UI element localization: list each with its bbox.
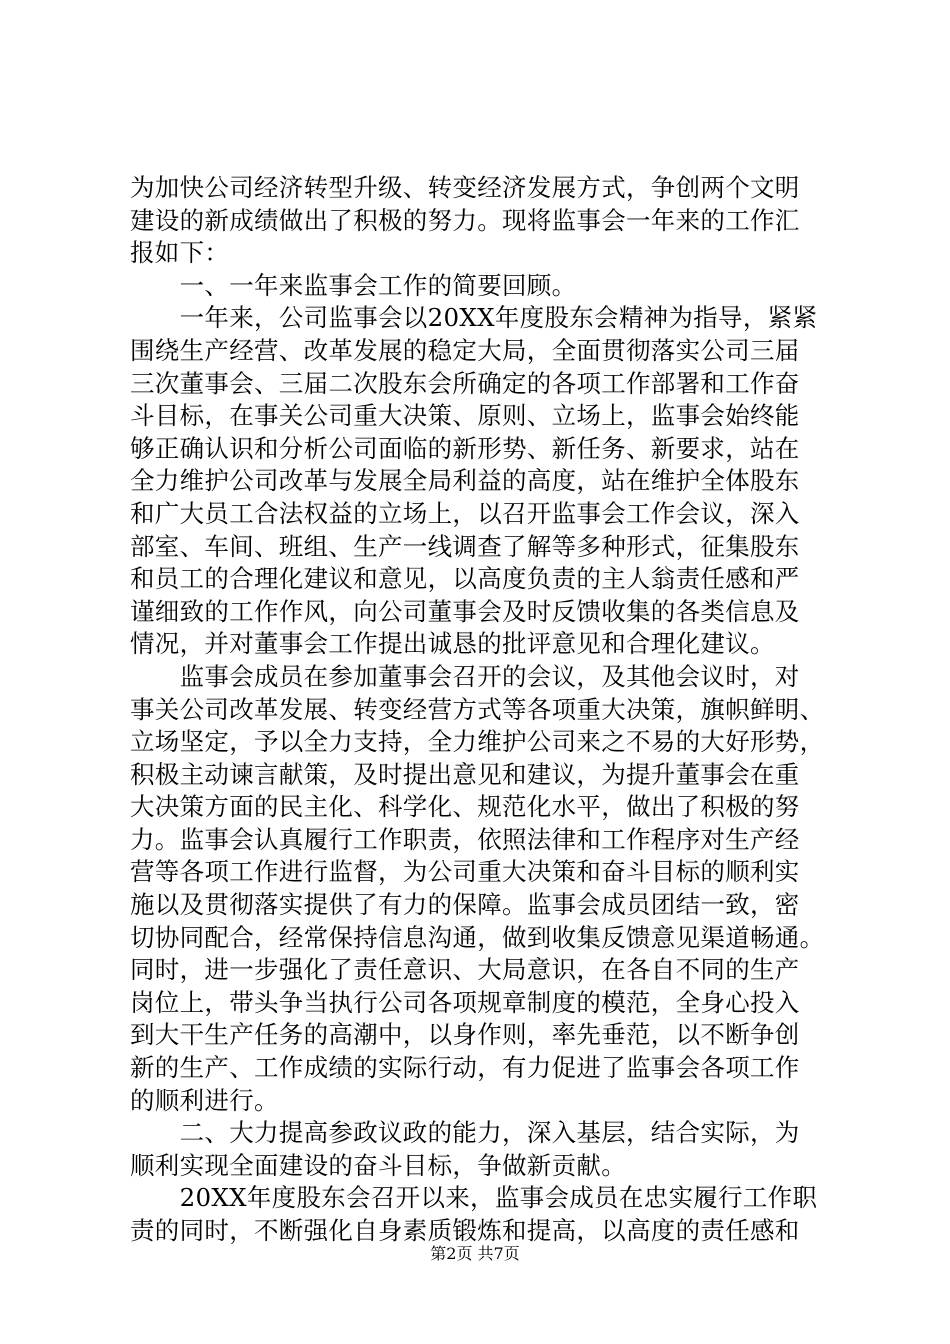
text-line: 谨细致的工作作风，向公司董事会及时反馈收集的各类信息及: [130, 596, 800, 626]
text-line: 的顺利进行。: [130, 1085, 279, 1115]
text-line: 一、一年来监事会工作的简要回顾。: [130, 270, 577, 300]
text-line: 立场坚定，予以全力支持，全力维护公司来之不易的大好形势，: [130, 727, 825, 757]
text-line: 20XX年度股东会召开以来，监事会成员在忠实履行工作职: [130, 1183, 818, 1213]
text-line: 和广大员工合法权益的立场上，以召开监事会工作会议，深入: [130, 498, 800, 528]
text-line: 斗目标，在事关公司重大决策、原则、立场上，监事会始终能: [130, 401, 800, 431]
text-line: 责的同时，不断强化自身素质锻炼和提高，以高度的责任感和: [130, 1216, 800, 1245]
text-line: 切协同配合，经常保持信息沟通，做到收集反馈意见渠道畅通。: [130, 922, 825, 952]
text-line: 够正确认识和分析公司面临的新形势、新任务、新要求，站在: [130, 433, 800, 463]
text-line: 岗位上，带头争当执行公司各项规章制度的模范，全身心投入: [130, 987, 800, 1017]
text-line: 到大干生产任务的高潮中，以身作则，率先垂范，以不断争创: [130, 1020, 800, 1050]
text-line: 部室、车间、班组、生产一线调查了解等多种形式，征集股东: [130, 531, 800, 561]
text-line: 顺利实现全面建设的奋斗目标，争做新贡献。: [130, 1150, 626, 1180]
text-line: 报如下：: [130, 238, 230, 268]
text-line: 围绕生产经营、改革发展的稳定大局，全面贯彻落实公司三届: [130, 335, 800, 365]
text-line: 新的生产、工作成绩的实际行动，有力促进了监事会各项工作: [130, 1053, 800, 1083]
text-line: 一年来，公司监事会以20XX年度股东会精神为指导，紧紧: [130, 303, 818, 333]
text-line: 情况，并对董事会工作提出诚恳的批评意见和合理化建议。: [130, 629, 775, 659]
text-line: 施以及贯彻落实提供了有力的保障。监事会成员团结一致，密: [130, 890, 800, 920]
page-number-footer: 第2页 共7页: [430, 1244, 520, 1263]
text-line: 力。监事会认真履行工作职责，依照法律和工作程序对生产经: [130, 824, 800, 854]
text-line: 事关公司改革发展、转变经营方式等各项重大决策，旗帜鲜明、: [130, 694, 825, 724]
text-line: 全力维护公司改革与发展全局利益的高度，站在维护全体股东: [130, 466, 800, 496]
document-body: [130, 172, 834, 1248]
text-line: 同时，进一步强化了责任意识、大局意识，在各自不同的生产: [130, 955, 800, 985]
text-line: 三次董事会、三届二次股东会所确定的各项工作部署和工作奋: [130, 368, 800, 398]
text-line: 积极主动谏言献策，及时提出意见和建议，为提升董事会在重: [130, 759, 800, 789]
text-line: 二、大力提高参政议政的能力，深入基层，结合实际，为: [130, 1118, 800, 1148]
text-line: 为加快公司经济转型升级、转变经济发展方式，争创两个文明: [130, 173, 800, 202]
text-line: 大决策方面的民主化、科学化、规范化水平，做出了积极的努: [130, 792, 800, 822]
text-line: 建设的新成绩做出了积极的努力。现将监事会一年来的工作汇: [130, 205, 800, 235]
text-line: 和员工的合理化建议和意见，以高度负责的主人翁责任感和严: [130, 564, 800, 594]
text-line: 监事会成员在参加董事会召开的会议，及其他会议时，对: [130, 661, 800, 691]
text-line: 营等各项工作进行监督，为公司重大决策和奋斗目标的顺利实: [130, 857, 800, 887]
